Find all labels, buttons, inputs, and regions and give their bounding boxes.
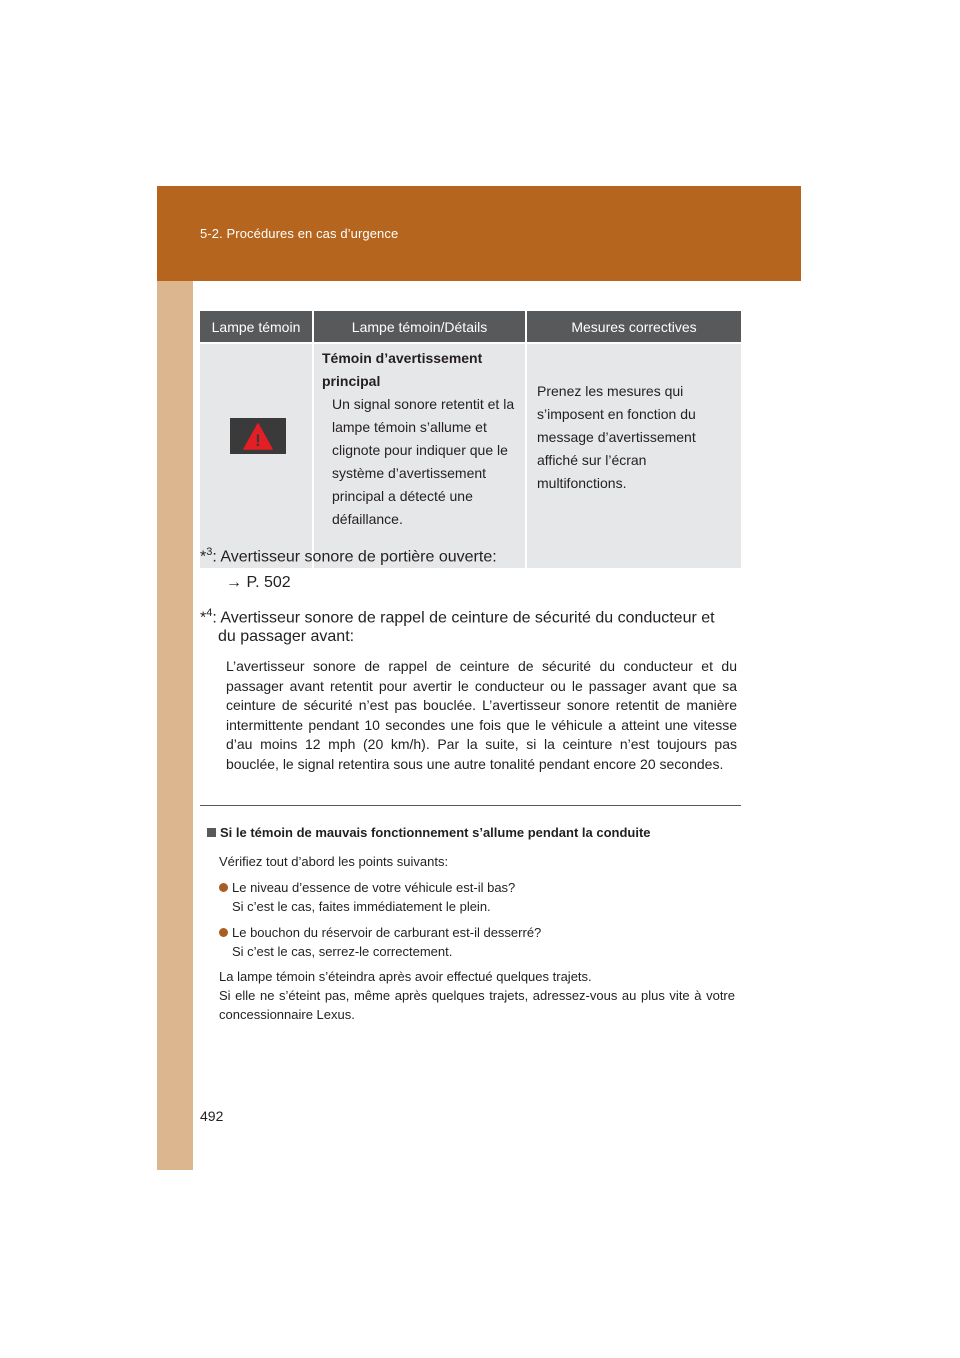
action-line: Prenez les mesures qui [537, 383, 684, 399]
section-heading-text: Si le témoin de mauvais fonctionnement s’allume pendant la conduite [220, 825, 651, 840]
list-item-question: Le niveau d’essence de votre véhicule est-il bas? [232, 880, 516, 895]
footnote-4-continued: du passager avant: [218, 628, 355, 645]
table-header-row [200, 311, 741, 343]
side-strip [157, 186, 193, 1170]
lamp-details [314, 393, 525, 537]
detail-line: lampe témoin s’allume et [332, 419, 487, 435]
page-reference[interactable] [226, 574, 291, 592]
detail-line: Un signal sonore retentit et la [332, 396, 515, 412]
action-line: s’imposent en fonction du [537, 406, 696, 422]
warning-light-table [200, 311, 741, 568]
footnote-number: 3 [206, 546, 213, 558]
footnote-3 [200, 540, 497, 569]
col-header-details: Lampe témoin/Détails [313, 311, 526, 343]
list-item-answer: Si c’est le cas, serrez-le correctement. [232, 944, 453, 959]
arrow-icon: → [226, 574, 242, 591]
col-header-lamp: Lampe témoin [200, 311, 313, 343]
action-line: message d’avertissement [537, 429, 696, 445]
section-intro: Vérifiez tout d’abord les points suivants: [219, 854, 449, 869]
section-heading [207, 825, 651, 840]
footnote-number: 4 [206, 607, 213, 619]
master-warning-icon [230, 418, 286, 454]
list-item [219, 923, 541, 961]
detail-line: défaillance. [332, 511, 403, 527]
actions-cell [526, 343, 741, 568]
footnote-marker: * [200, 609, 207, 627]
col-header-actions: Mesures correctives [526, 311, 741, 343]
bullet-dot-icon [219, 928, 228, 937]
seatbelt-reminder-paragraph: L’avertisseur sonore de rappel de ceinture de sécurité du conducteur et du passager avant retentit pour avertir le conducteur ou le passager avant que sa ceinture de sécurité n’est pas bouclée. L’avertisseur sonore retentit de manière intermittente pendant 10 secondes une fois que le véhicule a atteint une vitesse d’au moins 12 mph (20 km/h). Par la suite, si la ceinture n’est toujours pas bouclée, le signal retentira sous une autre tonalité pendant encore 20 secondes. [226, 658, 737, 772]
detail-line: clignote pour indiquer que le [332, 442, 508, 458]
lamp-title-line2: principal [322, 373, 381, 389]
table-row [200, 343, 741, 568]
footnote-marker: * [200, 548, 207, 566]
bullet-dot-icon [219, 883, 228, 892]
page-number: 492 [200, 1108, 224, 1124]
square-bullet-icon [207, 828, 216, 837]
footnote-text: : Avertisseur sonore de rappel de ceinture de sécurité du conducteur et [212, 609, 715, 627]
detail-line: système d’avertissement [332, 465, 487, 481]
lamp-cell [200, 343, 313, 568]
list-item [219, 878, 515, 916]
section-outro-2: Si elle ne s’éteint pas, même après quelques trajets, adressez-vous au plus vite à votre concessionnaire Lexus. [219, 988, 735, 1022]
list-item-question: Le bouchon du réservoir de carburant est-il desserré? [232, 925, 542, 940]
action-line: multifonctions. [537, 475, 627, 491]
detail-line: principal a détecté une [332, 488, 473, 504]
list-item-answer: Si c’est le cas, faites immédiatement le plein. [232, 899, 491, 914]
section-title: 5-2. Procédures en cas d’urgence [200, 226, 399, 241]
action-line: affiché sur l’écran [537, 452, 647, 468]
divider [200, 805, 741, 806]
details-cell [313, 343, 526, 568]
page-reference-text: P. 502 [246, 574, 291, 591]
section-outro-1: La lampe témoin s’éteindra après avoir effectué quelques trajets. [219, 969, 592, 984]
warning-symbol: ! [255, 430, 261, 450]
lamp-title-line1: Témoin d’avertissement [322, 350, 483, 366]
footnote-text: : Avertisseur sonore de portière ouverte: [212, 548, 497, 566]
warning-triangle-icon [243, 423, 273, 450]
lamp-title [314, 344, 525, 393]
